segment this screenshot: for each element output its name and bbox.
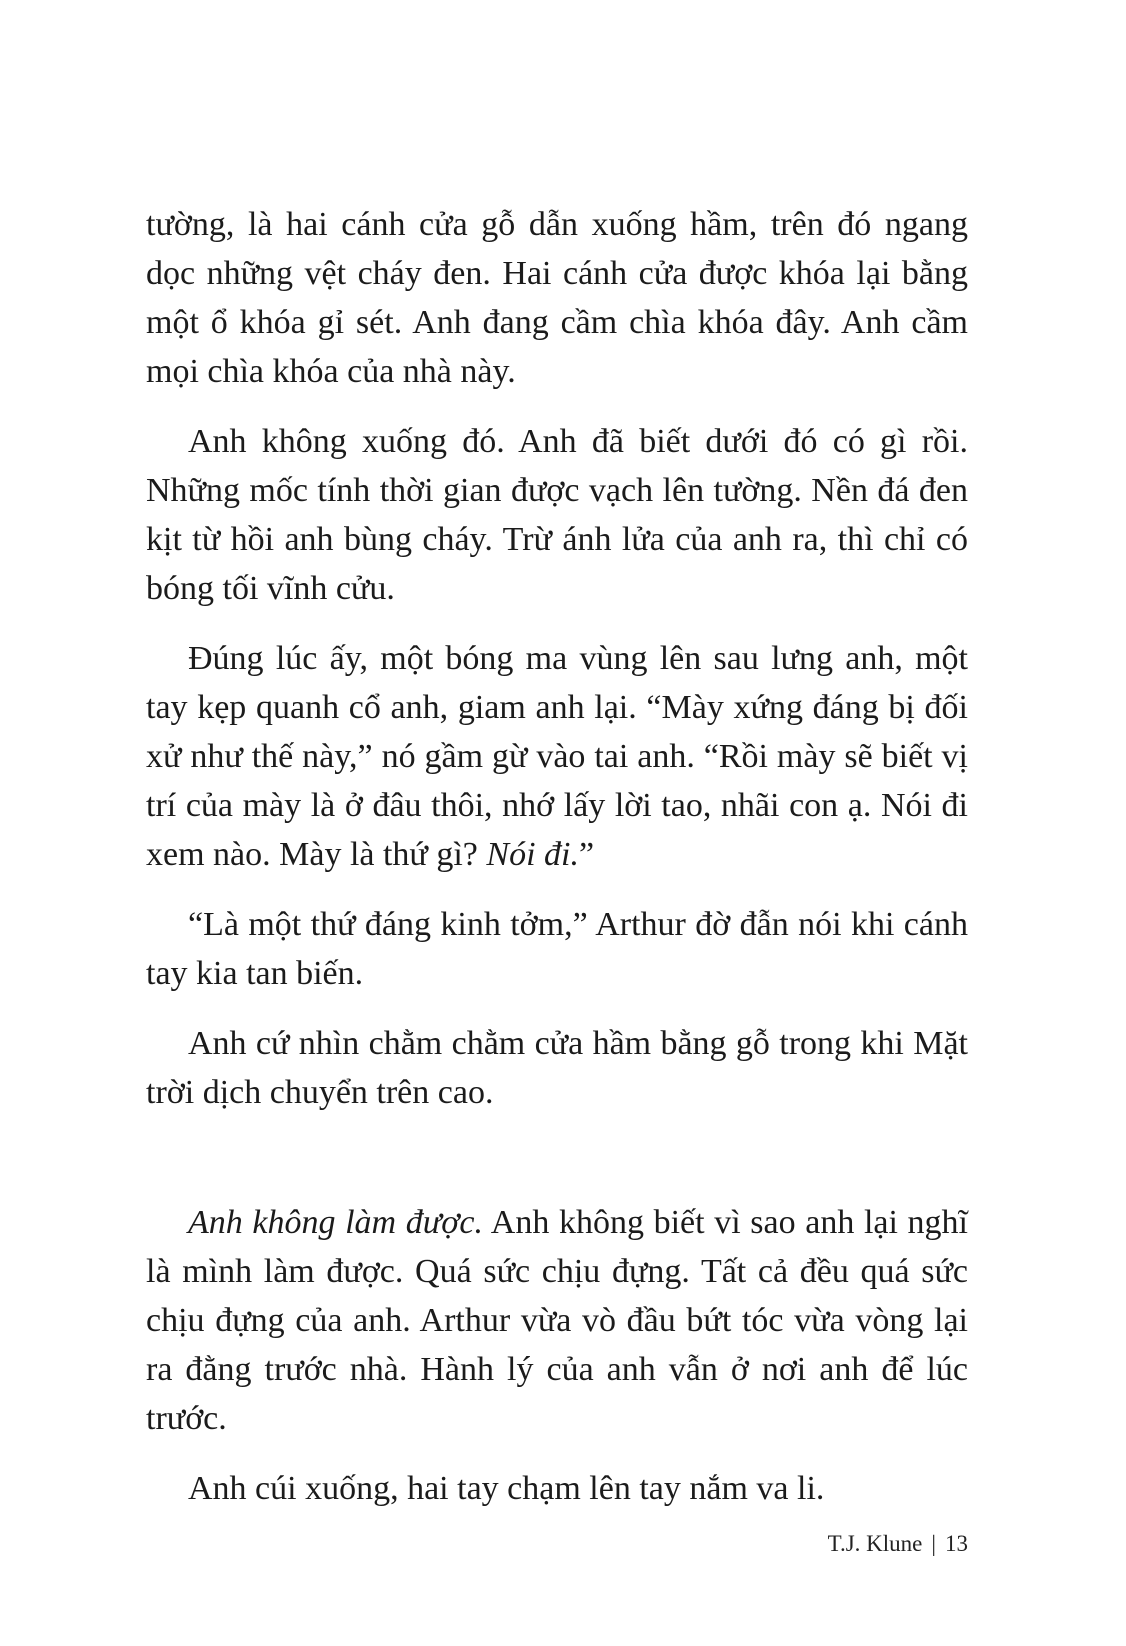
- text-run: Đúng lúc ấy, một bóng ma vùng lên sau lưng anh, một tay kẹp quanh cổ anh, giam anh lại. “Mày xứng đáng bị đối xử như thế này,” nó gầm gừ vào tai anh. “Rồi mày sẽ biết vị trí của mày là ở đâu thôi, nhớ lấy lời tao, nhãi con ạ. Nói đi xem nào. Mày là thứ gì?: [146, 640, 968, 873]
- page-text: [146, 200, 968, 1534]
- italic-text-run: Nói đi.: [486, 836, 579, 873]
- footer-page-number: 13: [945, 1531, 968, 1556]
- paragraph: [146, 1019, 968, 1117]
- paragraph: [146, 1464, 968, 1513]
- footer-separator: |: [931, 1531, 936, 1556]
- text-run: ”: [578, 836, 595, 873]
- paragraph: [146, 200, 968, 396]
- text-run: “Là một thứ đáng kinh tởm,” Arthur đờ đẫn nói khi cánh tay kia tan biến.: [146, 906, 968, 992]
- text-run: Anh cứ nhìn chằm chằm cửa hầm bằng gỗ trong khi Mặt trời dịch chuyển trên cao.: [146, 1025, 968, 1111]
- text-run: Anh cúi xuống, hai tay chạm lên tay nắm va li.: [188, 1470, 825, 1507]
- text-run: tường, là hai cánh cửa gỗ dẫn xuống hầm, trên đó ngang dọc những vệt cháy đen. Hai cánh cửa được khóa lại bằng một ổ khóa gỉ sét. Anh đang cầm chìa khóa đây. Anh cầm mọi chìa khóa của nhà này.: [146, 206, 968, 390]
- scene-break: [146, 1138, 968, 1198]
- footer-author: T.J. Klune: [827, 1531, 923, 1556]
- paragraph: [146, 417, 968, 613]
- paragraph: [146, 900, 968, 998]
- text-run: Anh không biết vì sao anh lại nghĩ là mình làm được. Quá sức chịu đựng. Tất cả đều quá sức chịu đựng của anh. Arthur vừa vò đầu bứt tóc vừa vòng lại ra đằng trước nhà. Hành lý của anh vẫn ở nơi anh để lúc trước.: [146, 1204, 969, 1437]
- page-footer: [828, 1530, 968, 1558]
- paragraph: [146, 1198, 968, 1443]
- text-run: Anh không xuống đó. Anh đã biết dưới đó có gì rồi. Những mốc tính thời gian được vạch lên tường. Nền đá đen kịt từ hồi anh bùng cháy. Trừ ánh lửa của anh ra, thì chỉ có bóng tối vĩnh cửu.: [146, 423, 968, 607]
- italic-text-run: Anh không làm được.: [188, 1204, 484, 1241]
- paragraph: [146, 634, 968, 879]
